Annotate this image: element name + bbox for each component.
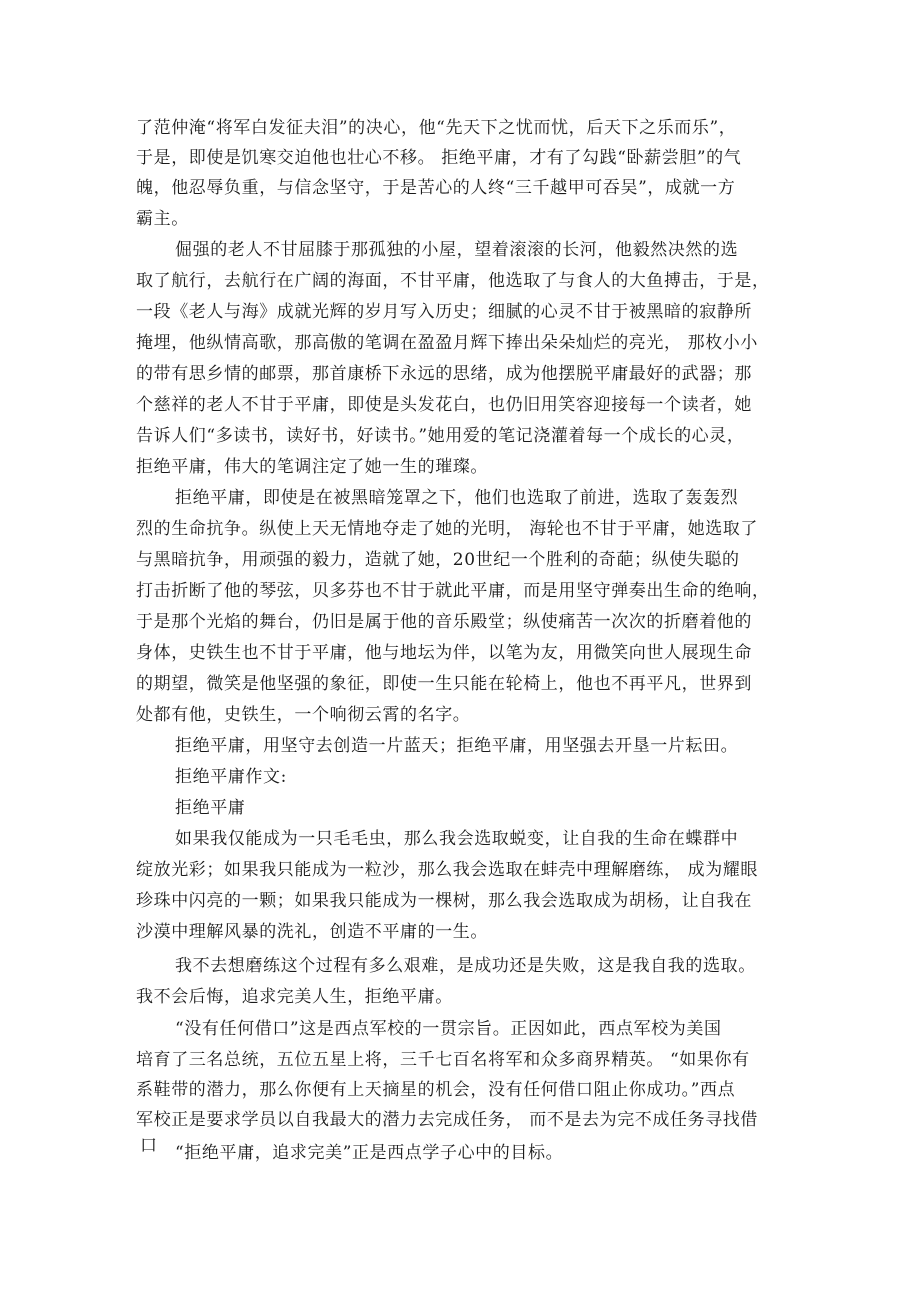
text-line: 打击折断了他的琴弦，贝多芬也不甘于就此平庸，而是用坚守弹奏出生命的绝响， <box>136 581 770 601</box>
essay-title: 拒绝平庸 <box>175 798 246 818</box>
text-line: 拒绝平庸，用坚守去创造一片蓝天；拒绝平庸，用坚强去开垦一片耘田。 <box>175 736 739 756</box>
text-line: 绽放光彩；如果我只能成为一粒沙，那么我会选取在蚌壳中理解磨练， 成为耀眼 <box>136 860 759 880</box>
text-line: 系鞋带的潜力，那么你便有上天摘星的机会，没有任何借口阻止你成功。”西点 <box>136 1080 736 1100</box>
text-line: “没有任何借口”这是西点军校的一贯宗旨。正因如此，西点军校为美国 <box>175 1019 722 1039</box>
text-line: 魄，他忍辱负重，与信念坚守，于是苦心的人终“三千越甲可吞吴”，成就一方 <box>136 178 736 198</box>
text-line: 的期望，微笑是他坚强的象征，即使一生只能在轮椅上，他也不再平凡，世界到 <box>136 674 752 694</box>
text-line: 拒绝平庸，即使是在被黑暗笼罩之下，他们也选取了前进，选取了轰轰烈 <box>175 488 739 508</box>
text-line: 取了航行，去航行在广阔的海面，不甘平庸，他选取了与食人的大鱼搏击，于是， <box>136 271 770 291</box>
text-line: 军校正是要求学员以自我最大的潜力去完成任务， 而不是去为完不成任务寻找借 <box>136 1110 759 1130</box>
text-line: 珍珠中闪亮的一颗；如果我只能成为一棵树，那么我会选取成为胡杨，让自我在 <box>136 891 752 911</box>
text-line: 培育了三名总统，五位五星上将，三千七百名将军和众多商界精英。 “如果你有 <box>136 1050 750 1070</box>
text-line: 掩埋，他纵情高歌，那高傲的笔调在盈盈月辉下捧出朵朵灿烂的亮光， 那枚小小 <box>136 333 759 353</box>
text-line: 于是，即使是饥寒交迫他也壮心不移。 拒绝平庸，才有了勾践“卧薪尝胆”的气 <box>136 148 742 168</box>
text-line: 沙漠中理解风暴的洗礼，创造不平庸的一生。 <box>136 922 488 942</box>
text-line: 烈的生命抗争。纵使上天无情地夺走了她的光明， 海轮也不甘于平庸，她选取了 <box>136 519 759 539</box>
text-line: 如果我仅能成为一只毛毛虫，那么我会选取蜕变，让自我的生命在蝶群中 <box>175 829 739 849</box>
text-line: 与黑暗抗争，用顽强的毅力，造就了她，20世纪一个胜利的奇葩；纵使失聪的 <box>136 550 740 570</box>
text-line: 于是那个光焰的舞台，仍旧是属于他的音乐殿堂；纵使痛苦一次次的折磨着他的 <box>136 612 752 632</box>
text-line: 倔强的老人不甘屈膝于那孤独的小屋，望着滚滚的长河，他毅然决然的选 <box>175 240 739 260</box>
text-line: 一段《老人与海》成就光辉的岁月写入历史；细腻的心灵不甘于被黑暗的寂静所 <box>136 302 752 322</box>
section-heading: 拒绝平庸作文: <box>175 767 287 787</box>
text-line: 了范仲淹“将军白发征夫泪”的决心，他“先天下之忧而忧，后天下之乐而乐”， <box>136 118 737 138</box>
text-line: 口 <box>140 1136 158 1156</box>
text-line: 身体，史铁生也不甘于平庸，他与地坛为伴，以笔为友，用微笑向世人展现生命 <box>136 643 752 663</box>
text-line: 我不会后悔，追求完美人生，拒绝平庸。 <box>136 987 453 1007</box>
text-line: 的带有思乡情的邮票，那首康桥下永远的思绪，成为他摆脱平庸最好的武器；那 <box>136 364 752 384</box>
text-line: 我不去想磨练这个过程有多么艰难，是成功还是失败，这是我自我的选取。 <box>175 956 756 976</box>
text-line: 告诉人们“多读书，读好书，好读书。”她用爱的笔记浇灌着每一个成长的心灵， <box>136 426 745 446</box>
text-line: 拒绝平庸，伟大的笔调注定了她一生的璀璨。 <box>136 457 488 477</box>
text-line: 个慈祥的老人不甘于平庸，即使是头发花白，也仍旧用笑容迎接每一个读者，她 <box>136 395 752 415</box>
text-line: “拒绝平庸，追求完美”正是西点学子心中的目标。 <box>175 1143 564 1163</box>
text-line: 处都有他，史铁生，一个响彻云霄的名字。 <box>136 705 471 725</box>
text-line: 霸主。 <box>136 209 189 229</box>
